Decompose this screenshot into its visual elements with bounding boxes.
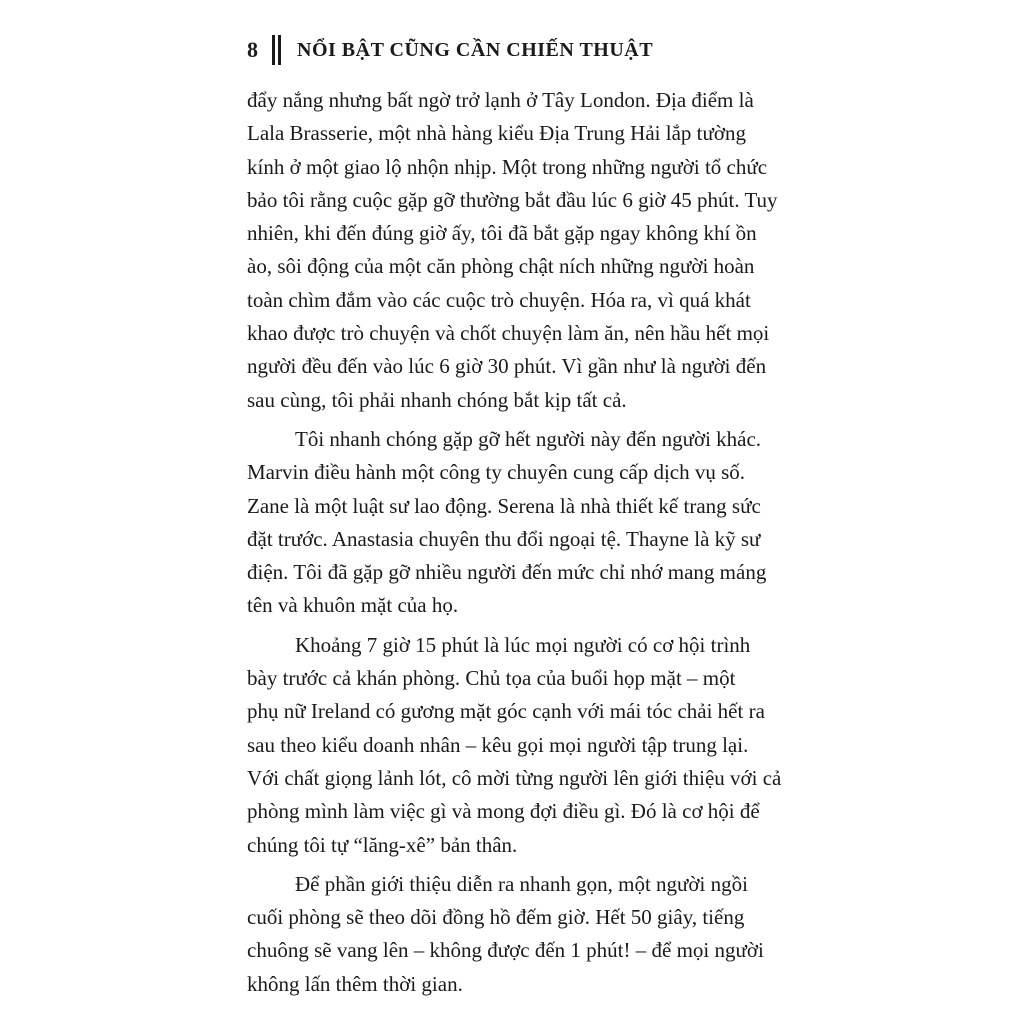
text-line: người đều đến vào lúc 6 giờ 30 phút. Vì gần như là người đến	[247, 354, 767, 379]
text-line: phụ nữ Ireland có gương mặt góc cạnh với mái tóc chải hết ra	[247, 699, 765, 724]
chapter-title: NỔI BẬT CŨNG CẦN CHIẾN THUẬT	[297, 38, 654, 61]
text-line: Khoảng 7 giờ 15 phút là lúc mọi người có cơ hội trình	[295, 632, 751, 657]
text-line: chuông sẽ vang lên – không được đến 1 phút! – để mọi người	[247, 938, 764, 963]
double-bar-divider	[272, 35, 281, 65]
paragraph-3	[247, 629, 787, 862]
paragraph-2	[247, 423, 787, 623]
text-line: Tôi nhanh chóng gặp gỡ hết người này đến người khác.	[295, 426, 762, 451]
paragraph-1	[247, 84, 787, 417]
text-line: sau theo kiểu doanh nhân – kêu gọi mọi người tập trung lại.	[247, 732, 749, 757]
text-line: Marvin điều hành một công ty chuyên cung cấp dịch vụ số.	[247, 460, 746, 485]
text-line: nhiên, khi đến đúng giờ ấy, tôi đã bắt gặp ngay không khí ồn	[247, 221, 757, 246]
paragraph-4	[247, 868, 787, 1001]
text-line: ào, sôi động của một căn phòng chật ních những người hoàn	[247, 254, 755, 279]
text-line: không lấn thêm thời gian.	[247, 971, 463, 996]
text-line: đẩy nắng nhưng bất ngờ trở lạnh ở Tây London. Địa điểm là	[247, 88, 754, 112]
page-number: 8	[247, 37, 258, 62]
text-line: điện. Tôi đã gặp gỡ nhiều người đến mức chỉ nhớ mang máng	[247, 560, 767, 585]
text-line: tên và khuôn mặt của họ.	[247, 593, 459, 618]
text-line: bày trước cả khán phòng. Chủ tọa của buổi họp mặt – một	[247, 666, 736, 691]
text-line: Với chất giọng lảnh lót, cô mời từng người lên giới thiệu với cả	[247, 765, 782, 790]
text-line: khao được trò chuyện và chốt chuyện làm ăn, nên hầu hết mọi	[247, 321, 770, 346]
text-line: sau cùng, tôi phải nhanh chóng bắt kịp tất cả.	[247, 387, 627, 412]
body-text	[247, 84, 787, 1007]
text-line: Lala Brasserie, một nhà hàng kiểu Địa Trung Hải lắp tường	[247, 121, 746, 146]
running-head	[247, 30, 653, 70]
text-line: kính ở một giao lộ nhộn nhịp. Một trong những người tổ chức	[247, 154, 768, 179]
text-line: cuối phòng sẽ theo dõi đồng hồ đếm giờ. Hết 50 giây, tiếng	[247, 905, 745, 930]
text-line: Zane là một luật sư lao động. Serena là nhà thiết kế trang sức	[247, 493, 761, 518]
text-line: Để phần giới thiệu diễn ra nhanh gọn, một người ngồi	[295, 871, 748, 896]
text-line: đặt trước. Anastasia chuyên thu đổi ngoại tệ. Thayne là kỹ sư	[247, 526, 761, 551]
text-line: chúng tôi tự “lăng-xê” bản thân.	[247, 832, 518, 857]
text-line: bảo tôi rằng cuộc gặp gỡ thường bắt đầu lúc 6 giờ 45 phút. Tuy	[247, 187, 778, 212]
text-line: toàn chìm đắm vào các cuộc trò chuyện. Hóa ra, vì quá khát	[247, 287, 751, 312]
text-line: phòng mình làm việc gì và mong đợi điều gì. Đó là cơ hội để	[247, 799, 760, 824]
